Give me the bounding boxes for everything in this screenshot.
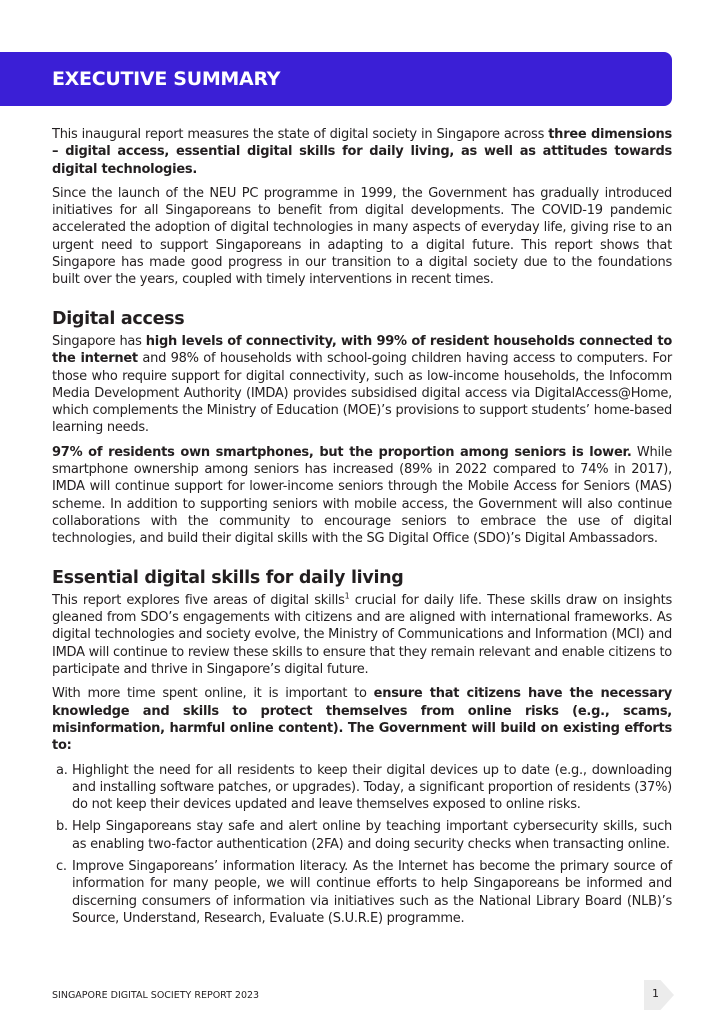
skills-heading: Essential digital skills for daily living xyxy=(52,567,404,588)
page-number-tab xyxy=(644,980,674,1010)
page-number: 1 xyxy=(652,987,659,1000)
section-banner xyxy=(0,52,672,106)
digital-access-heading: Digital access xyxy=(52,308,185,329)
list-item: c. Improve Singaporeans’ information literacy. As the Internet has become the primary source of information for many people, we will continue efforts to help Singaporeans be informed and discerning consumers of information via initiatives such as the National Library Board (NLB)’s Source, Understand, Research, Evaluate (S.U.R.E) programme. xyxy=(56,858,672,926)
skills-paragraph-2: With more time spent online, it is important to ensure that citizens have the necessary knowledge and skills to protect themselves from online risks (e.g., scams, misinformation, harmful online content). The Government will build on existing efforts to: xyxy=(52,686,672,754)
intro-paragraph-1: This inaugural report measures the state of digital society in Singapore across three dimensions – digital access, essential digital skills for daily living, as well as attitudes towards digital technologies. xyxy=(52,127,672,177)
list-item: b. Help Singaporeans stay safe and alert online by teaching important cybersecurity skills, such as enabling two-factor authentication (2FA) and doing security checks when transacting online. xyxy=(56,819,672,852)
intro-paragraph-2: Since the launch of the NEU PC programme in 1999, the Government has gradually introduced initiatives for all Singaporeans to benefit from digital developments. The COVID-19 pandemic accelerated the adoption of digital technologies in many aspects of everyday life, giving rise to an urgent need to support Singaporeans in adapting to a digital future. This report shows that Singapore has made good progress in our transition to a digital society due to the foundations built over the years, coupled with timely interventions in recent times. xyxy=(52,185,672,288)
list-item: a. Highlight the need for all residents to keep their digital devices up to date (e.g., downloading and installing software patches, or upgrades). Today, a significant proportion of residents (37%) do not keep their devices updated and leave themselves exposed to online risks. xyxy=(56,762,672,813)
footer-report-name: SINGAPORE DIGITAL SOCIETY REPORT 2023 xyxy=(52,990,260,1001)
measures-list xyxy=(52,762,672,928)
footnote-reference: 1 xyxy=(344,591,350,601)
page-content xyxy=(52,126,672,932)
digital-access-paragraph-2: 97% of residents own smartphones, but the proportion among seniors is lower. While smartphone ownership among seniors has increased (89% in 2022 compared to 74% in 2017), IMDA will continue support for lower-income seniors through the Mobile Access for Seniors (MAS) scheme. In addition to supporting seniors with mobile access, the Government will also continue collaborations with the community to encourage seniors to embrace the use of digital technologies, and build their digital skills with the SG Digital Office (SDO)’s Digital Ambassadors. xyxy=(52,444,672,547)
digital-access-paragraph-1: Singapore has high levels of connectivity, with 99% of resident households connected to the internet and 98% of households with school-going children having access to computers. For those who require support for digital connectivity, such as low-income households, the Infocomm Media Development Authority (IMDA) provides subsidised digital access via DigitalAccess@Home, which complements the Ministry of Education (MOE)’s provisions to support students’ home-based learning needs. xyxy=(52,333,673,436)
skills-paragraph-1: This report explores five areas of digital skills$^1$ crucial for daily life. These skills draw on insights gleaned from SDO’s engagements with citizens and are aligned with international frameworks. As digital technologies and society evolve, the Ministry of Communications and Information (MCI) and IMDA will continue to review these skills to ensure that they remain relevant and enable citizens to participate and thrive in Singapore’s digital future. xyxy=(52,591,673,678)
section-title: EXECUTIVE SUMMARY xyxy=(52,68,281,90)
